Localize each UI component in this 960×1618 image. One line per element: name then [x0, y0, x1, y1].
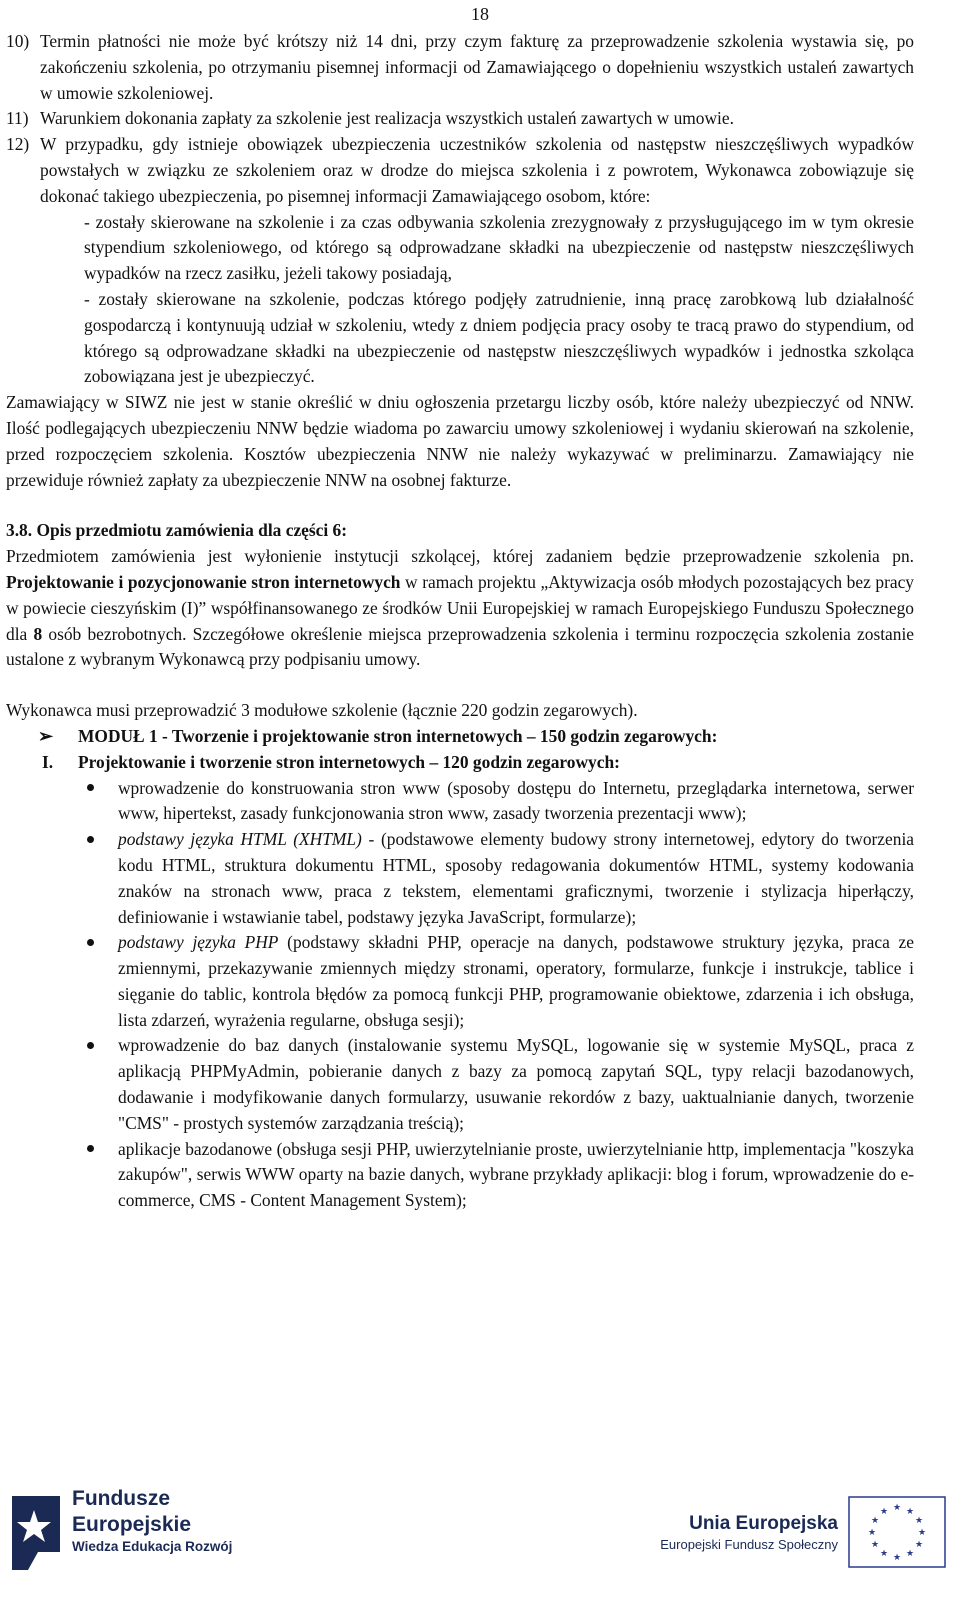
arrow-bullet-icon: ➢: [38, 725, 54, 746]
svg-text:★: ★: [879, 1549, 889, 1559]
fe-logo-line: Fundusze: [72, 1487, 170, 1510]
paragraph-text: osób bezrobotnych. Szczegółowe określenie miejsca przeprowadzenia szkolenia i terminu rozpoczęcia szkolenia zostanie ustalone z wybranym Wykonawcą przy podpisaniu umowy.: [6, 623, 915, 670]
section-title: Opis przedmiotu zamówienia dla części 6:: [36, 520, 348, 541]
svg-text:★: ★: [905, 1507, 915, 1517]
topic-item: [6, 776, 914, 828]
topic-text: wprowadzenie do konstruowania stron www (sposoby dostępu do Internetu, przeglądarka internetowa, serwer www, hipertekst, zasady funkcjonowania stron www, zasady tworzenia prezentacji www);: [118, 777, 914, 824]
topic-title: podstawy języka HTML (XHTML): [118, 829, 362, 850]
training-name: Projektowanie i pozycjonowanie stron internetowych: [6, 571, 401, 592]
bullet-icon: [87, 1042, 94, 1049]
unia-europejska-logo: [650, 1490, 950, 1610]
svg-text:★: ★: [867, 1528, 877, 1538]
item-text: Termin płatności nie może być krótszy niż 14 dni, przy czym fakturę za przeprowadzenie szkolenia wystawia się, po zakończeniu szkolenia, po otrzymaniu pisemnej informacji od Zamawiającego o dopełnieniu wszystkich ustaleń zawartych w umowie szkoleniowej.: [40, 31, 914, 103]
section-paragraph: [6, 544, 914, 673]
fe-logo-line: Europejskie: [72, 1513, 192, 1536]
paragraph-text: Przedmiotem zamówienia jest wyłonienie instytucji szkolącej, której zadaniem będzie przeprowadzenie szkolenia pn.: [6, 546, 914, 567]
submodule-title: Projektowanie i tworzenie stron internetowych – 120 godzin zegarowych:: [78, 751, 620, 772]
paragraph-text: w ramach projektu „Aktywizacja osób młodych pozostających bez pracy w powiecie cieszyńskim (I)” współfinansowanego ze środków Unii Europejskiej w ramach Europejskiego Funduszu Społecznego dla: [6, 571, 914, 644]
page-footer: [0, 1480, 960, 1618]
dash-item-2: - zostały skierowane na szkolenie, podczas którego podjęły zatrudnienie, inną pracę zarobkową lub działalność gospodarczą i kontynuują udział w szkoleniu, wtedy z dniem podjęcia pracy osoby te tracą prawo do stypendium, od którego są odprowadzane składki na ubezpieczenie od następstw nieszczęśliwych wypadków i jednostka szkoląca zobowiązana jest je ubezpieczyć.: [84, 288, 914, 387]
list-item-11: [6, 106, 914, 132]
svg-text:★: ★: [914, 1516, 924, 1526]
eu-flag-icon: [848, 1496, 946, 1568]
list-item-12: [6, 132, 914, 209]
ue-logo-line: Unia Europejska: [689, 1513, 838, 1534]
bullet-icon: [87, 836, 94, 843]
submodule-heading: [42, 750, 914, 776]
item-text: W przypadku, gdy istnieje obowiązek ubezpieczenia uczestników szkolenia od następstw nieszczęśliwych wypadków powstałych w związku ze szkoleniem oraz w drodze do miejsca szkolenia i z powrotem, Wykonawca zobowiązuje się dokonać takiego ubezpieczenia, po pisemnej informacji Zamawiającego osobom, które:: [40, 134, 914, 206]
ue-logo-subline: Europejski Fundusz Społeczny: [660, 1537, 838, 1552]
svg-text:★: ★: [914, 1540, 924, 1550]
topic-item: [6, 930, 914, 1033]
svg-text:★: ★: [917, 1528, 927, 1538]
list-item-10: [6, 29, 914, 106]
ue-logo-text: [660, 1512, 838, 1554]
fundusze-europejskie-logo: [8, 1486, 238, 1606]
dash-item-1: - zostały skierowane na szkolenie i za czas odbywania szkolenia zrezygnowały z przysługującego im w tym okresie stypendium szkoleniowego, od którego są odprowadzane składki na ubezpieczenie od następstw nieszczęśliwych wypadków na rzecz zasiłku, jeżeli takowy posiadają,: [84, 211, 914, 284]
document-body: [6, 29, 914, 1214]
item-number: 10): [6, 31, 30, 51]
svg-text:★: ★: [870, 1540, 880, 1550]
topic-text: - (podstawowe elementy budowy strony internetowej, edytory do tworzenia kodu HTML, struktura dokumentu HTML, sposoby redagowania dokumentów HTML, systemy kodowania znaków na stronach www, praca z tekstem, elementami graficznymi, tworzenie i stylizacja hiperłączy, definiowanie i wstawianie tabel, podstawy języka JavaScript, formularze);: [118, 829, 914, 927]
topic-text: aplikacje bazodanowe (obsługa sesji PHP, uwierzytelnianie proste, uwierzytelnianie http, implementacja "koszyka zakupów", serwis WWW oparty na bazie danych, wybrane przykłady aplikacji: blog i forum, wprowadzenie do e-commerce, CMS - Content Management System);: [118, 1138, 914, 1211]
svg-text:★: ★: [892, 1503, 902, 1513]
topic-text: wprowadzenie do baz danych (instalowanie systemu MySQL, logowanie się w systemie MySQL, praca z aplikacją PHPMyAdmin, pobieranie danych z bazy za pomocą zapytań SQL, typy relacji bazodanowych, dodawanie i modyfikowanie danych formularzy, usuwanie rekordów z bazy, uaktualnianie danych, tworzenie "CMS" - prostych systemów zarządzania treścią);: [118, 1035, 914, 1133]
fe-logo-text: [72, 1486, 232, 1556]
section-number: 3.8.: [6, 520, 33, 541]
svg-text:★: ★: [905, 1549, 915, 1559]
svg-text:★: ★: [892, 1553, 902, 1563]
section-heading: [6, 518, 914, 544]
topic-title: podstawy języka PHP: [118, 932, 279, 953]
bullet-icon: [87, 1145, 94, 1152]
module-summary: Wykonawca musi przeprowadzić 3 modułowe szkolenie (łącznie 220 godzin zegarowych).: [6, 700, 638, 721]
bullet-icon: [87, 784, 94, 791]
fe-star-flag-icon: [8, 1492, 64, 1572]
item-number: 12): [6, 134, 30, 155]
participant-count: 8: [33, 623, 43, 644]
fe-logo-tagline: Wiedza Edukacja Rozwój: [72, 1539, 233, 1554]
item-number: 11): [6, 108, 29, 129]
topic-text: (podstawy składni PHP, operacje na danych, podstawowe struktury języka, praca ze zmiennymi, przekazywanie zmiennych między stronami, operatory, formularze, funkcje i instrukcje, tablice i sięganie do tablic, kontrola błędów za pomocą funkcji PHP, programowanie obiektowe, zdarzenia i ich obsługa, lista zdarzeń, wyrażenia regularne, obsługa sesji);: [118, 932, 914, 1030]
svg-text:★: ★: [879, 1507, 889, 1517]
nnw-paragraph: Zamawiający w SIWZ nie jest w stanie określić w dniu ogłoszenia przetargu liczby osób, które należy ubezpieczyć od NNW. Ilość podlegających ubezpieczeniu NNW będzie wiadoma po zawarciu umowy szkoleniowej i wydaniu skierowań na szkolenie, przed rozpoczęciem szkolenia. Kosztów ubezpieczenia NNW nie należy wykazywać w preliminarzu. Zamawiający nie przewiduje również zapłaty za ubezpieczenie NNW na osobnej fakturze.: [6, 392, 914, 490]
roman-numeral: I.: [42, 751, 54, 772]
module-heading: [38, 724, 914, 750]
topic-list: [6, 776, 914, 1215]
topic-item: [6, 1033, 914, 1136]
topic-item: [6, 827, 914, 930]
module-title: MODUŁ 1 - Tworzenie i projektowanie stron internetowych – 150 godzin zegarowych:: [78, 725, 718, 746]
page-number: 18: [471, 4, 489, 24]
svg-text:★: ★: [870, 1516, 880, 1526]
item-text: Warunkiem dokonania zapłaty za szkolenie jest realizacja wszystkich ustaleń zawartych w umowie.: [40, 108, 734, 129]
topic-item: [6, 1137, 914, 1214]
bullet-icon: [87, 939, 94, 946]
